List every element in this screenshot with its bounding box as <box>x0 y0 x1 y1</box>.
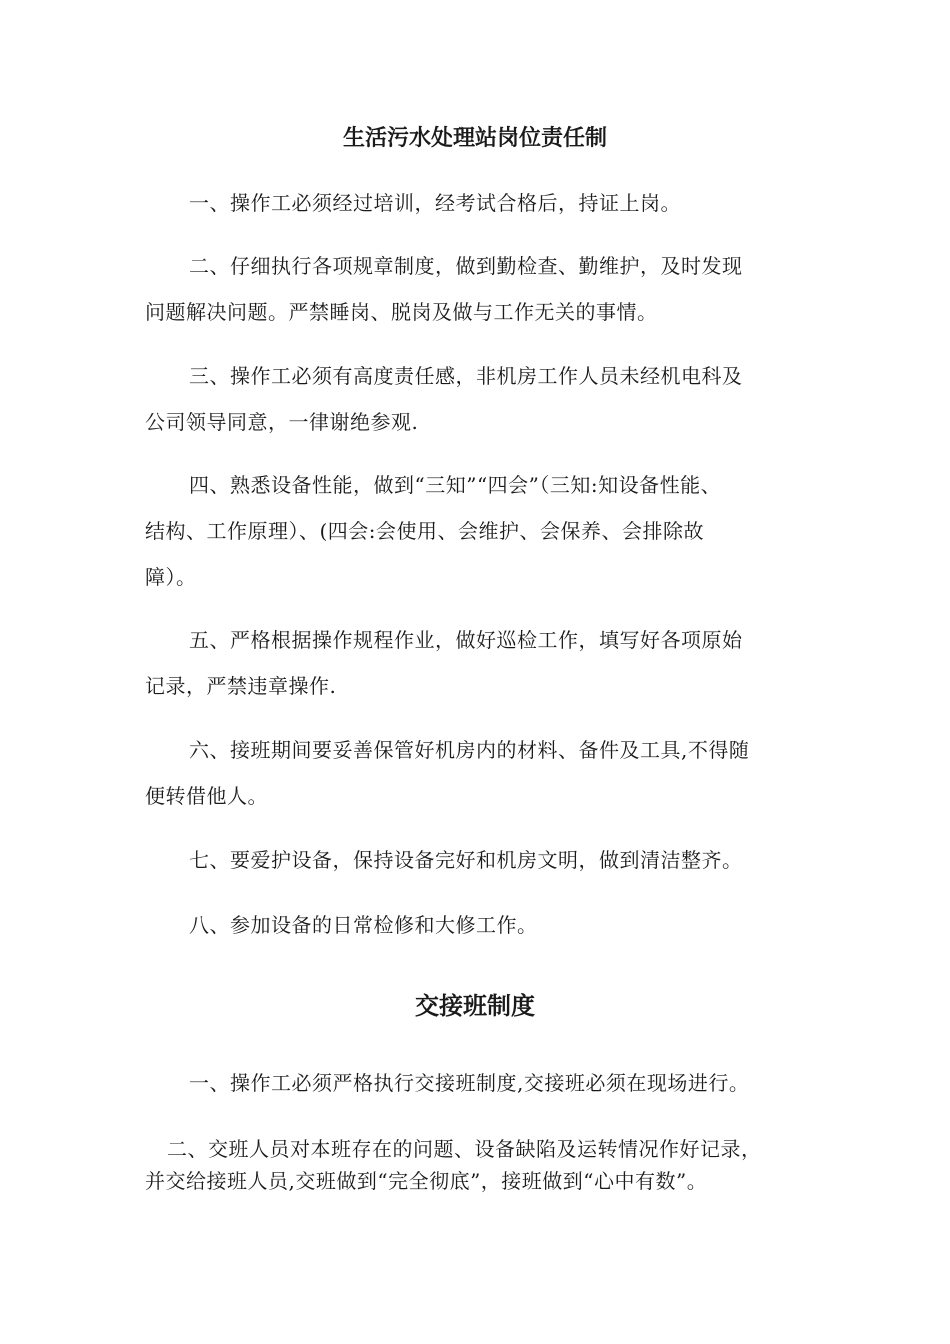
paragraph-item-6 <box>145 727 825 819</box>
paragraph-line: 八、参加设备的日常检修和大修工作。 <box>189 913 538 937</box>
paragraph-line: 记录，严禁违章操作. <box>145 674 337 698</box>
paragraph-item-8 <box>145 902 825 948</box>
section-title-job-responsibility: 生活污水处理站岗位责任制 <box>342 126 607 151</box>
paragraph-line: 七、要爱护设备，保持设备完好和机房文明，做到清洁整齐。 <box>189 848 743 872</box>
paragraph-item-4 <box>145 462 825 600</box>
paragraph-handover-2 <box>145 1133 825 1197</box>
paragraph-item-5 <box>145 617 825 709</box>
paragraph-item-1 <box>145 180 825 226</box>
paragraph-item-3 <box>145 353 825 445</box>
paragraph-line: 便转借他人。 <box>145 784 268 808</box>
paragraph-line: 公司领导同意，一律谢绝参观. <box>145 410 419 434</box>
paragraph-line: 六、接班期间要妥善保管好机房内的材料、备件及工具,不得随 <box>189 738 750 762</box>
paragraph-line: 三、操作工必须有高度责任感，非机房工作人员未经机电科及 <box>189 364 743 388</box>
paragraph-line: 二、仔细执行各项规章制度，做到勤检查、勤维护，及时发现 <box>189 254 743 278</box>
paragraph-handover-1 <box>145 1060 825 1106</box>
paragraph-line: 结构、工作原理）、(四会:会使用、会维护、会保养、会排除故 <box>145 519 705 543</box>
paragraph-line: 并交给接班人员,交班做到“完全彻底”，接班做到“心中有数”。 <box>145 1169 708 1193</box>
paragraph-line: 障）。 <box>145 565 197 589</box>
paragraph-line: 五、严格根据操作规程作业，做好巡检工作，填写好各项原始 <box>189 628 743 652</box>
paragraph-item-7 <box>145 837 825 883</box>
paragraph-line: 二、交班人员对本班存在的问题、设备缺陷及运转情况作好记录， <box>167 1137 762 1161</box>
paragraph-line: 四、熟悉设备性能，做到“三知”“四会”（三知:知设备性能、 <box>189 473 722 497</box>
paragraph-line: 一、操作工必须经过培训，经考试合格后，持证上岗。 <box>189 191 681 215</box>
paragraph-line: 问题解决问题。严禁睡岗、脱岗及做与工作无关的事情。 <box>145 300 658 324</box>
section-title-shift-handover: 交接班制度 <box>415 992 535 1020</box>
paragraph-line: 一、操作工必须严格执行交接班制度,交接班必须在现场进行。 <box>189 1071 750 1095</box>
paragraph-item-2 <box>145 243 825 335</box>
